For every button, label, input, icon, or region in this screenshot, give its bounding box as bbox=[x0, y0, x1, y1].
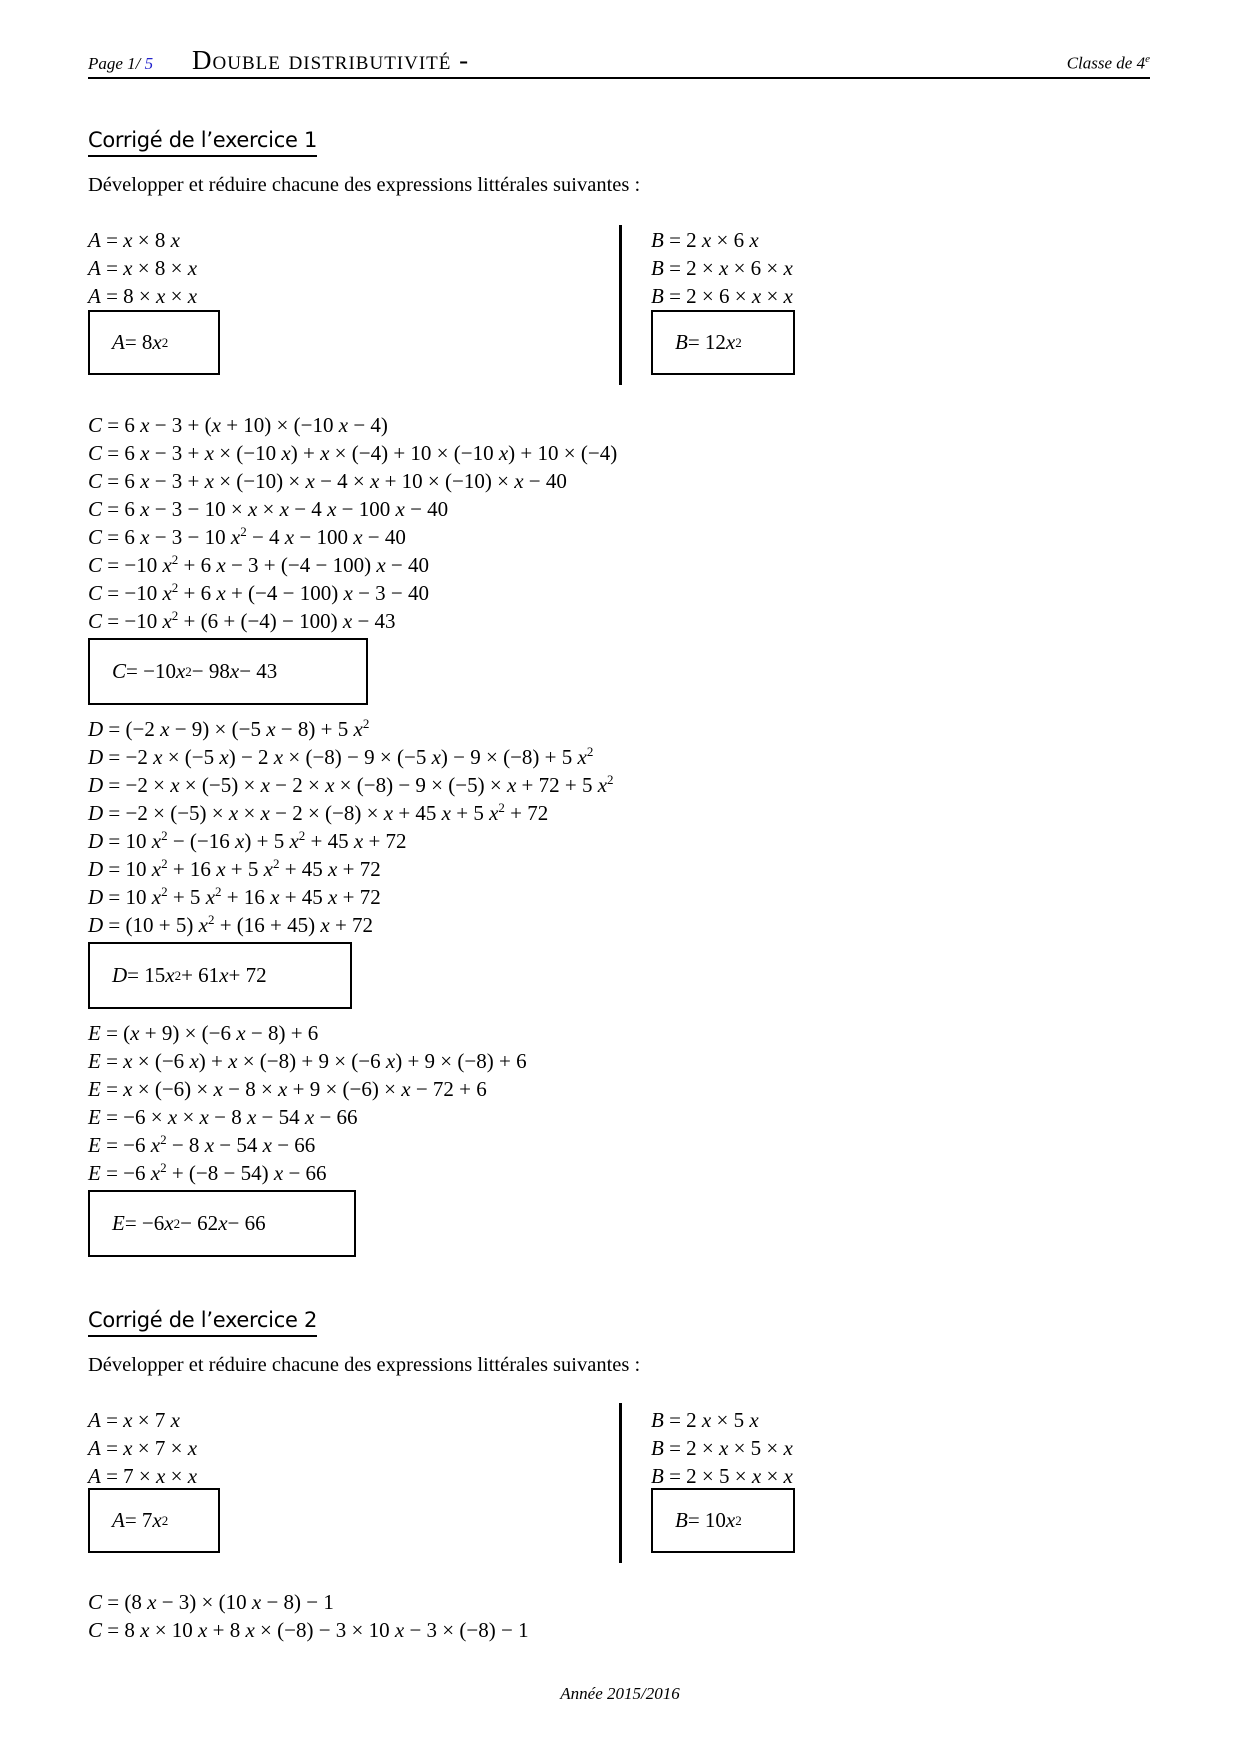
ex1-a-step: A = 8 × x × x bbox=[88, 284, 198, 308]
ex1-c-step: C = 6 x − 3 + x × (−10 x) + x × (−4) + 10 × (−10 x) + 10 × (−4) bbox=[88, 441, 618, 465]
ex1-e-step: E = (x + 9) × (−6 x − 8) + 6 bbox=[88, 1021, 319, 1045]
ex2-b-step: B = 2 × x × 5 × x bbox=[651, 1436, 793, 1460]
ex1-d-result-box: D = 15 x 2 + 61 x + 72 bbox=[88, 942, 352, 1009]
ex1-e-step: E = x × (−6 x) + x × (−8) + 9 × (−6 x) + 9 × (−8) + 6 bbox=[88, 1049, 527, 1073]
ex1-a-result-box: A = 8 x 2 bbox=[88, 310, 220, 375]
ex2-b-result-box: B = 10 x 2 bbox=[651, 1488, 795, 1553]
exercise-1-title: Corrigé de l’exercice 1 bbox=[88, 128, 317, 157]
ex1-d-step: D = (10 + 5) $x^2 + (16 + 45) x + 72$ bbox=[88, 912, 374, 937]
ex1-d-step: D = 10 $x^2 + 5$ $x^2 + 16$ x + 45 x + 72 bbox=[88, 884, 381, 909]
ex1-a-step: A = x × 8 x bbox=[88, 228, 180, 252]
class-label-sup: e bbox=[1145, 53, 1150, 66]
ex2-c-step: C = 8 x × 10 x + 8 x × (−8) − 3 × 10 x − 3 × (−8) − 1 bbox=[88, 1618, 529, 1642]
ex1-c-step: C = 6 x − 3 − 10 $x^2 - 4$ x − 100 x − 40 bbox=[88, 524, 406, 549]
ex1-c-step: C = −10 $x^2 + (6 + (-4) - 100) x - 43$ bbox=[88, 608, 396, 633]
ex1-c-step: C = 6 x − 3 + (x + 10) × (−10 x − 4) bbox=[88, 413, 388, 437]
ex1-c-step: C = −10 $x^2 + 6$ x − 3 + (−4 − 100) x − 40 bbox=[88, 552, 429, 577]
ex2-a-step: A = x × 7 x bbox=[88, 1408, 180, 1432]
ex1-b-step: B = 2 × x × 6 × x bbox=[651, 256, 793, 280]
page-footer: Année 2015/2016 bbox=[560, 1684, 680, 1703]
ex2-b-step: B = 2 × 5 × x × x bbox=[651, 1464, 793, 1488]
ex1-d-step: D = 10 $x^2 - (-16$ x) + 5 $x^2 + 45$ x + 72 bbox=[88, 828, 407, 853]
ex1-e-step: E = −6 $x^2 + (-8 - 54) x - 66$ bbox=[88, 1160, 327, 1185]
ex1-e-result-box: E = −6 x 2 − 62 x − 66 bbox=[88, 1190, 356, 1257]
ex1-c-step: C = −10 $x^2 + 6$ x + (−4 − 100) x − 3 − 40 bbox=[88, 580, 429, 605]
ex1-d-step: D = 10 $x^2 + 16$ x + 5 $x^2 + 45$ x + 72 bbox=[88, 856, 381, 881]
ex1-d-step: D = (−2 x − 9) × (−5 x − 8) + 5 $x^2$ bbox=[88, 716, 370, 741]
column-divider bbox=[619, 1403, 622, 1563]
ex1-d-step: D = −2 x × (−5 x) − 2 x × (−8) − 9 × (−5 x) − 9 × (−8) + 5 $x^2$ bbox=[88, 744, 594, 769]
ex1-b-step: B = 2 × 6 × x × x bbox=[651, 284, 793, 308]
page-label-text: Page 1/ bbox=[88, 54, 141, 73]
ex1-a-step: A = x × 8 × x bbox=[88, 256, 198, 280]
document-title: Double distributivité - bbox=[192, 45, 470, 75]
ex2-a-step: A = 7 × x × x bbox=[88, 1464, 198, 1488]
ex1-b-result-box: B = 12 x 2 bbox=[651, 310, 795, 375]
ex1-c-step: C = 6 x − 3 + x × (−10) × x − 4 × x + 10 × (−10) × x − 40 bbox=[88, 469, 567, 493]
ex1-c-result-box: C = −10 x 2 − 98 x − 43 bbox=[88, 638, 368, 705]
ex2-a-result-box: A = 7 x 2 bbox=[88, 1488, 220, 1553]
ex1-c-step: C = 6 x − 3 − 10 × x × x − 4 x − 100 x − 40 bbox=[88, 497, 449, 521]
ex2-b-step: B = 2 x × 5 x bbox=[651, 1408, 759, 1432]
ex1-d-step: D = −2 × x × (−5) × x − 2 × x × (−8) − 9 × (−5) × x + 72 + 5 $x^2$ bbox=[88, 772, 614, 797]
ex1-e-step: E = −6 $x^2 - 8$ x − 54 x − 66 bbox=[88, 1132, 316, 1157]
class-label-text: Classe de 4 bbox=[1066, 54, 1146, 73]
column-divider bbox=[619, 225, 622, 385]
exercise-1-instruction: Développer et réduire chacune des expressions littérales suivantes : bbox=[88, 174, 641, 196]
ex1-b-step: B = 2 x × 6 x bbox=[651, 228, 759, 252]
ex1-e-step: E = x × (−6) × x − 8 × x + 9 × (−6) × x − 72 + 6 bbox=[88, 1077, 487, 1101]
ex2-c-step: C = (8 x − 3) × (10 x − 8) − 1 bbox=[88, 1590, 334, 1614]
page-header bbox=[88, 44, 1150, 78]
header-rule bbox=[88, 77, 1150, 79]
exercise-2-title: Corrigé de l’exercice 2 bbox=[88, 1308, 317, 1337]
ex1-e-step: E = −6 × x × x − 8 x − 54 x − 66 bbox=[88, 1105, 358, 1129]
ex1-d-step: D = −2 × (−5) × x × x − 2 × (−8) × x + 45 x + 5 $x^2 + 72$ bbox=[88, 800, 549, 825]
ex2-a-step: A = x × 7 × x bbox=[88, 1436, 198, 1460]
class-label bbox=[1067, 53, 1150, 74]
page-number bbox=[88, 54, 153, 74]
page-total-link[interactable]: 5 bbox=[144, 54, 154, 73]
exercise-2-instruction: Développer et réduire chacune des expressions littérales suivantes : bbox=[88, 1354, 641, 1376]
